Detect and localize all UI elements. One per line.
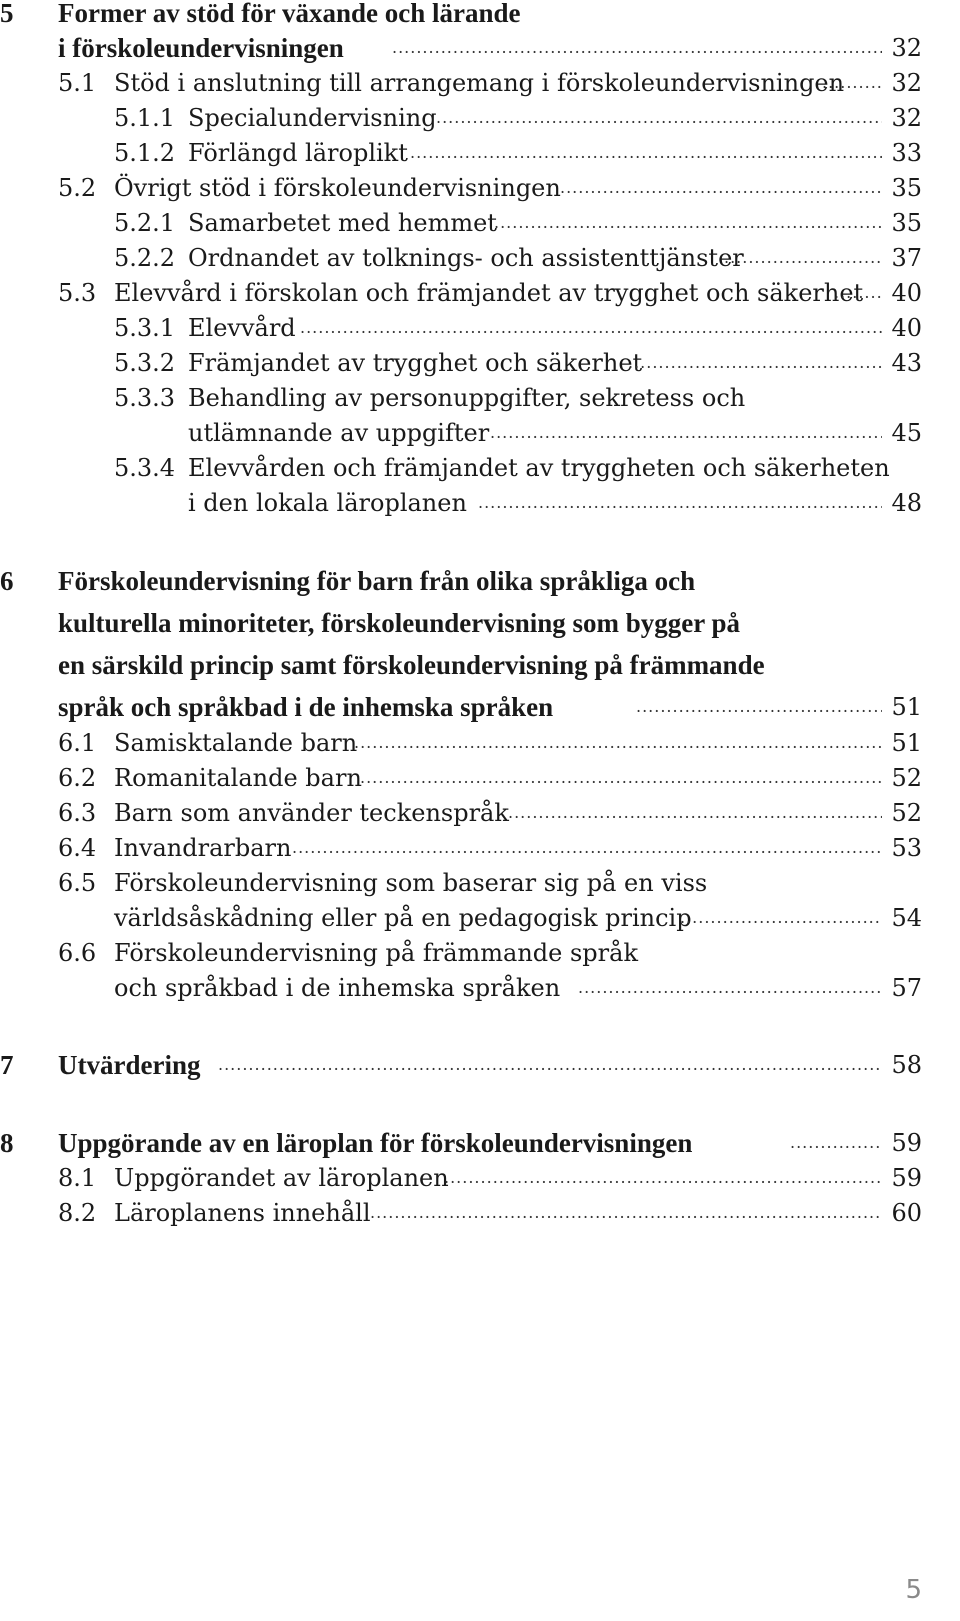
entry-number: 6.3 bbox=[58, 799, 97, 827]
page-number[interactable]: 32 bbox=[891, 34, 922, 62]
toc-chapter-6-heading-cont bbox=[0, 690, 960, 724]
entry-title: Uppgörandet av läroplanen bbox=[114, 1164, 449, 1192]
toc-entry[interactable] bbox=[0, 136, 960, 170]
toc-entry[interactable] bbox=[0, 726, 960, 760]
chapter-title: språk och språkbad i de inhemska språken bbox=[58, 692, 554, 722]
leader-dots bbox=[724, 241, 882, 275]
toc-entry-cont[interactable] bbox=[0, 486, 960, 520]
entry-number: 6.1 bbox=[58, 729, 97, 757]
page-number[interactable]: 52 bbox=[891, 764, 922, 792]
toc-entry[interactable] bbox=[0, 101, 960, 135]
toc-entry[interactable] bbox=[0, 936, 960, 970]
page-number[interactable]: 40 bbox=[891, 314, 922, 342]
toc-entry[interactable] bbox=[0, 451, 960, 485]
entry-title: och språkbad i de inhemska språken bbox=[114, 974, 561, 1002]
page-number[interactable]: 33 bbox=[891, 139, 922, 167]
page-number[interactable]: 32 bbox=[891, 69, 922, 97]
leader-dots bbox=[218, 1048, 882, 1082]
entry-number: 8.2 bbox=[58, 1199, 97, 1227]
toc-entry[interactable] bbox=[0, 761, 960, 795]
page-number[interactable]: 37 bbox=[891, 244, 922, 272]
page-number[interactable]: 35 bbox=[891, 174, 922, 202]
page-number[interactable]: 57 bbox=[891, 974, 922, 1002]
entry-title: Samarbetet med hemmet bbox=[188, 209, 497, 237]
leader-dots bbox=[494, 206, 882, 240]
toc-entry[interactable] bbox=[0, 171, 960, 205]
toc-chapter-5-heading-cont bbox=[0, 31, 960, 65]
entry-number: 5.1 bbox=[58, 69, 97, 97]
leader-dots bbox=[444, 1161, 882, 1195]
entry-number: 6.4 bbox=[58, 834, 97, 862]
toc-chapter-8-heading[interactable] bbox=[0, 1126, 960, 1160]
page-number[interactable]: 59 bbox=[891, 1164, 922, 1192]
toc-entry[interactable] bbox=[0, 796, 960, 830]
toc-entry[interactable] bbox=[0, 831, 960, 865]
toc-entry-cont[interactable] bbox=[0, 971, 960, 1005]
page-number[interactable]: 58 bbox=[891, 1051, 922, 1079]
page-number[interactable]: 35 bbox=[891, 209, 922, 237]
entry-number: 8.1 bbox=[58, 1164, 97, 1192]
entry-title: Barn som använder teckenspråk bbox=[114, 799, 509, 827]
chapter-title: en särskild princip samt förskoleundervisning på främmande bbox=[58, 650, 765, 680]
entry-title: Främjandet av trygghet och säkerhet bbox=[188, 349, 643, 377]
toc-entry[interactable] bbox=[0, 66, 960, 100]
entry-number: 6.6 bbox=[58, 939, 97, 967]
page-number[interactable]: 40 bbox=[891, 279, 922, 307]
leader-dots bbox=[410, 136, 882, 170]
toc-entry[interactable] bbox=[0, 866, 960, 900]
leader-dots bbox=[478, 486, 882, 520]
entry-title: Stöd i anslutning till arrangemang i förskoleundervisningen bbox=[114, 69, 845, 97]
leader-dots bbox=[560, 171, 882, 205]
toc-entry[interactable] bbox=[0, 206, 960, 240]
entry-number: 5.3.4 bbox=[114, 454, 176, 482]
entry-title: utlämnande av uppgifter bbox=[188, 419, 490, 447]
leader-dots bbox=[628, 346, 882, 380]
toc-entry[interactable] bbox=[0, 346, 960, 380]
entry-title: Förskoleundervisning som baserar sig på en viss bbox=[114, 869, 708, 897]
entry-title: Förlängd läroplikt bbox=[188, 139, 408, 167]
toc-entry[interactable] bbox=[0, 1161, 960, 1195]
toc-chapter-6-heading-cont bbox=[0, 648, 960, 682]
toc-chapter-6-heading bbox=[0, 564, 960, 598]
page-number[interactable]: 32 bbox=[891, 104, 922, 132]
chapter-title: Utvärdering bbox=[58, 1050, 201, 1080]
chapter-title: Förskoleundervisning för barn från olika språkliga och bbox=[58, 566, 696, 596]
leader-dots bbox=[360, 761, 882, 795]
entry-number: 5.3.1 bbox=[114, 314, 176, 342]
entry-number: 5.2.1 bbox=[114, 209, 176, 237]
page-number[interactable]: 59 bbox=[891, 1129, 922, 1157]
leader-dots bbox=[370, 1196, 882, 1230]
leader-dots bbox=[354, 726, 882, 760]
leader-dots bbox=[392, 31, 882, 65]
chapter-number: 7 bbox=[0, 1050, 14, 1080]
entry-number: 5.1.1 bbox=[114, 104, 176, 132]
entry-number: 5.2 bbox=[58, 174, 97, 202]
entry-number: 6.5 bbox=[58, 869, 97, 897]
toc-entry-cont[interactable] bbox=[0, 416, 960, 450]
page-number[interactable]: 54 bbox=[891, 904, 922, 932]
entry-title: i den lokala läroplanen bbox=[188, 489, 467, 517]
chapter-title: Uppgörande av en läroplan för förskoleundervisningen bbox=[58, 1128, 693, 1158]
leader-dots bbox=[292, 831, 882, 865]
leader-dots bbox=[680, 901, 882, 935]
entry-title: Elevvård i förskolan och främjandet av trygghet och säkerhet bbox=[114, 279, 864, 307]
footer-page-number: 5 bbox=[905, 1575, 922, 1605]
entry-title: Läroplanens innehåll bbox=[114, 1199, 371, 1227]
leader-dots bbox=[834, 276, 884, 310]
page-number[interactable]: 48 bbox=[891, 489, 922, 517]
leader-dots bbox=[490, 416, 882, 450]
leader-dots bbox=[790, 1126, 882, 1160]
entry-title: Ordnandet av tolknings- och assistenttjänster bbox=[188, 244, 744, 272]
page-number[interactable]: 51 bbox=[891, 693, 922, 721]
toc-entry[interactable] bbox=[0, 241, 960, 275]
entry-number: 5.3.2 bbox=[114, 349, 176, 377]
toc-entry[interactable] bbox=[0, 311, 960, 345]
leader-dots bbox=[508, 796, 882, 830]
entry-title: Romanitalande barn bbox=[114, 764, 362, 792]
entry-number: 5.2.2 bbox=[114, 244, 176, 272]
entry-number: 5.3 bbox=[58, 279, 97, 307]
toc-chapter-5-heading bbox=[0, 0, 960, 30]
leader-dots bbox=[436, 101, 882, 135]
entry-number: 5.1.2 bbox=[114, 139, 176, 167]
leader-dots bbox=[300, 311, 882, 345]
chapter-number: 8 bbox=[0, 1128, 14, 1158]
entry-title: Elevvård bbox=[188, 314, 296, 342]
entry-title: Samisktalande barn bbox=[114, 729, 358, 757]
entry-title: Förskoleundervisning på främmande språk bbox=[114, 939, 638, 967]
chapter-number: 5 bbox=[0, 0, 14, 28]
toc-chapter-7-heading[interactable] bbox=[0, 1048, 960, 1082]
toc-entry[interactable] bbox=[0, 276, 960, 310]
entry-title: Invandrarbarn bbox=[114, 834, 292, 862]
leader-dots bbox=[636, 690, 882, 724]
entry-title: Övrigt stöd i förskoleundervisningen bbox=[114, 174, 561, 202]
leader-dots bbox=[578, 971, 882, 1005]
page-number[interactable]: 60 bbox=[891, 1199, 922, 1227]
chapter-number: 6 bbox=[0, 566, 14, 596]
page-number[interactable]: 45 bbox=[891, 419, 922, 447]
entry-title: Behandling av personuppgifter, sekretess och bbox=[188, 384, 746, 412]
toc-entry[interactable] bbox=[0, 381, 960, 415]
page-number[interactable]: 52 bbox=[891, 799, 922, 827]
entry-number: 6.2 bbox=[58, 764, 97, 792]
chapter-title: kulturella minoriteter, förskoleundervisning som bygger på bbox=[58, 608, 741, 638]
toc-entry-cont[interactable] bbox=[0, 901, 960, 935]
entry-title: världsåskådning eller på en pedagogisk princip bbox=[114, 904, 692, 932]
entry-title: Elevvården och främjandet av tryggheten och säkerheten bbox=[188, 454, 890, 482]
page-number[interactable]: 43 bbox=[891, 349, 922, 377]
page-number[interactable]: 53 bbox=[891, 834, 922, 862]
entry-number: 5.3.3 bbox=[114, 384, 176, 412]
toc-entry[interactable] bbox=[0, 1196, 960, 1230]
entry-title: Specialundervisning bbox=[188, 104, 437, 132]
toc-chapter-6-heading-cont bbox=[0, 606, 960, 640]
chapter-title: i förskoleundervisningen bbox=[58, 33, 344, 63]
leader-dots bbox=[822, 66, 884, 100]
page-number[interactable]: 51 bbox=[891, 729, 922, 757]
chapter-title: Former av stöd för växande och lärande bbox=[58, 0, 521, 28]
